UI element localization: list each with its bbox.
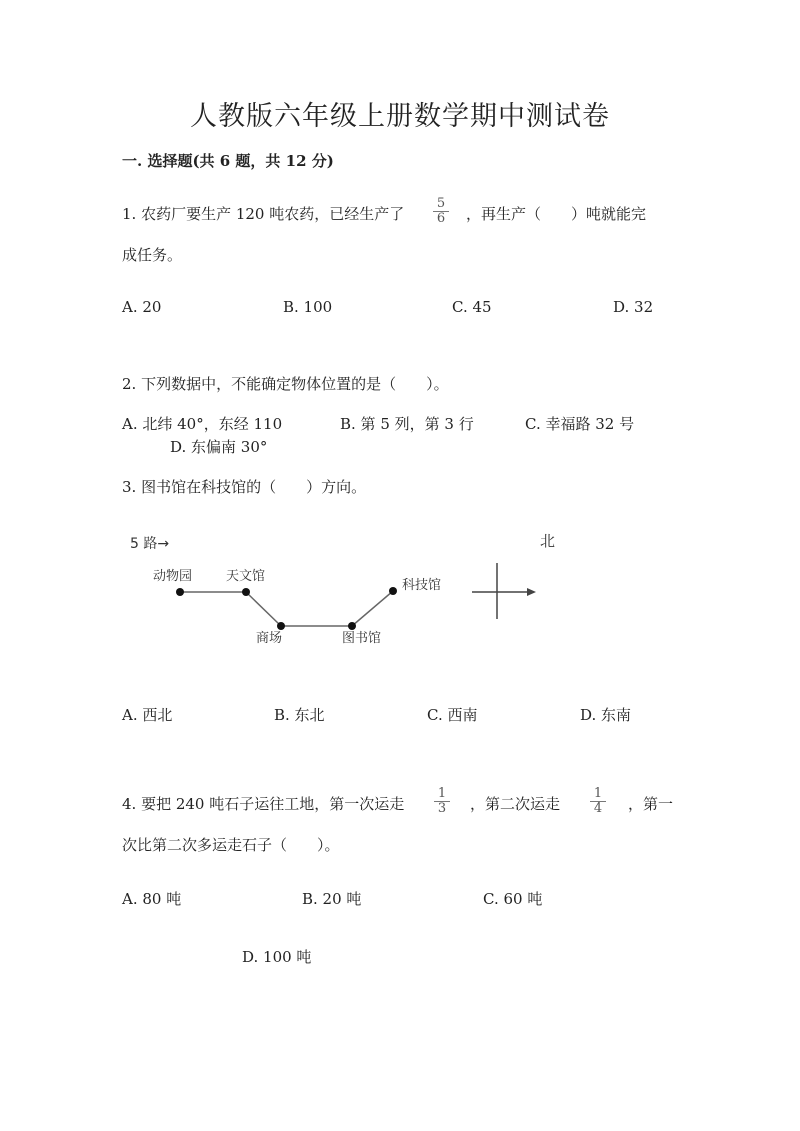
question-3-text: 3. 图书馆在科技馆的（ ）方向。 — [122, 478, 367, 496]
compass-icon — [472, 563, 536, 619]
question-4-text-part4: 次比第二次多运走石子（ ）。 — [122, 836, 340, 854]
route-label: 5 路→ — [130, 536, 170, 552]
stop-label-library: 图书馆 — [342, 631, 382, 646]
stop-marker-library — [348, 622, 356, 630]
question-4-option-c[interactable]: C. 60 吨 — [483, 890, 543, 908]
question-4-fraction-2 — [590, 787, 606, 816]
question-1-option-c[interactable]: C. 45 — [452, 298, 492, 316]
question-2-option-a[interactable]: A. 北纬 40°，东经 110 — [122, 415, 283, 433]
question-2-option-d[interactable]: D. 东偏南 30° — [170, 438, 268, 456]
question-2-text: 2. 下列数据中，不能确定物体位置的是（ ）。 — [122, 375, 449, 393]
question-1-option-b[interactable]: B. 100 — [283, 298, 333, 316]
question-4-fraction-1 — [434, 787, 450, 816]
question-4-option-d[interactable]: D. 100 吨 — [242, 948, 312, 966]
question-4-text-part1: 4. 要把 240 吨石子运往工地，第一次运走 — [122, 795, 405, 813]
question-3-option-b[interactable]: B. 东北 — [274, 706, 325, 724]
stop-label-planetarium: 天文馆 — [226, 569, 266, 584]
question-3-option-a[interactable]: A. 西北 — [122, 706, 173, 724]
question-1-text-part2: ，再生产（ ）吨就能完 — [466, 205, 647, 223]
question-1-text-part3: 成任务。 — [122, 246, 183, 264]
fraction-numerator: 1 — [434, 787, 450, 802]
stop-label-zoo: 动物园 — [153, 569, 193, 584]
route-segment — [352, 591, 393, 626]
section-heading: 一. 选择题(共 6 题，共 12 分) — [122, 152, 334, 170]
route-segment — [246, 592, 281, 626]
question-1-text-part1: 1. 农药厂要生产 120 吨农药，已经生产了 — [122, 205, 405, 223]
page-title: 人教版六年级上册数学期中测试卷 — [190, 101, 610, 132]
fraction-denominator: 3 — [437, 801, 447, 816]
stop-marker-zoo — [176, 588, 184, 596]
north-label: 北 — [540, 532, 556, 550]
stop-label-science-museum: 科技馆 — [402, 578, 442, 593]
question-3-option-c[interactable]: C. 西南 — [427, 706, 478, 724]
question-1-option-d[interactable]: D. 32 — [613, 298, 654, 316]
fraction-denominator: 6 — [436, 211, 446, 226]
fraction-numerator: 1 — [590, 787, 606, 802]
question-4-option-a[interactable]: A. 80 吨 — [122, 890, 182, 908]
question-1-option-a[interactable]: A. 20 — [122, 298, 162, 316]
question-4-text-part2: ，第二次运走 — [470, 795, 561, 813]
fraction-numerator: 5 — [433, 197, 449, 212]
stop-marker-planetarium — [242, 588, 250, 596]
stop-marker-science-museum — [389, 587, 397, 595]
question-2-option-b[interactable]: B. 第 5 列，第 3 行 — [340, 415, 474, 433]
question-4-option-b[interactable]: B. 20 吨 — [302, 890, 362, 908]
question-3-option-d[interactable]: D. 东南 — [580, 706, 632, 724]
question-4-text-part3: ，第一 — [628, 795, 674, 813]
question-2-option-c[interactable]: C. 幸福路 32 号 — [525, 415, 635, 433]
stop-marker-mall — [277, 622, 285, 630]
fraction-denominator: 4 — [593, 801, 603, 816]
stop-label-mall: 商场 — [256, 631, 283, 646]
